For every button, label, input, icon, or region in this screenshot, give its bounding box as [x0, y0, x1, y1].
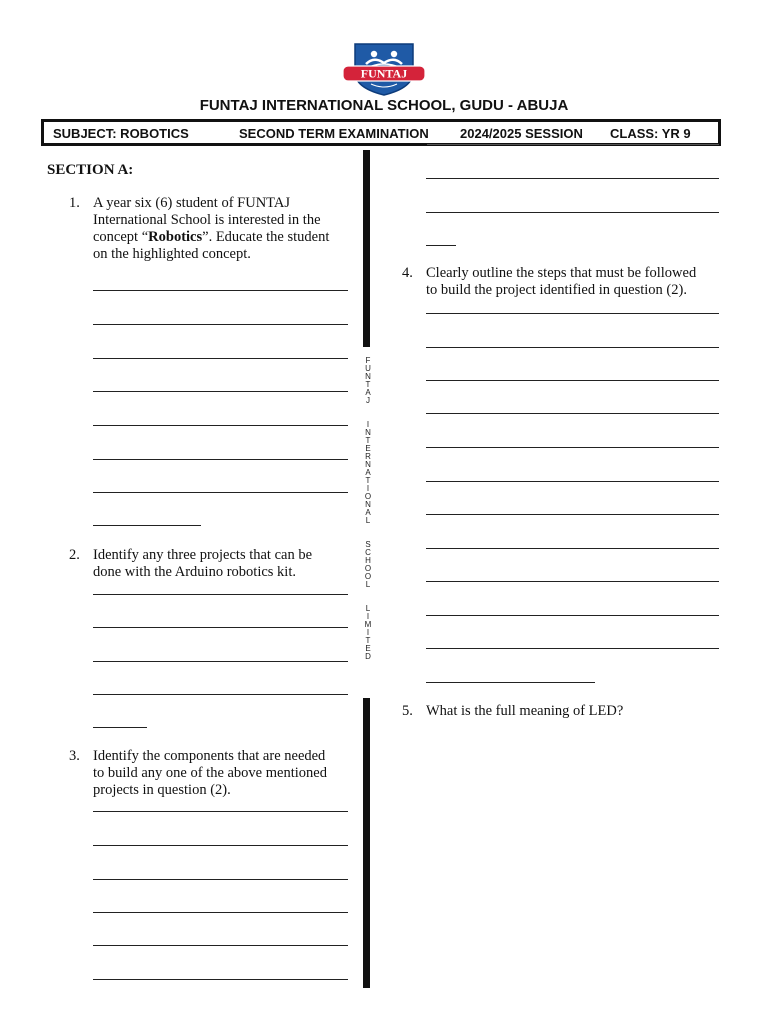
answer-line[interactable] [426, 481, 719, 482]
answer-line[interactable] [426, 447, 719, 448]
exam-label: SECOND TERM EXAMINATION [239, 126, 429, 141]
answer-line[interactable] [93, 425, 348, 426]
answer-line[interactable] [426, 514, 719, 515]
answer-line[interactable] [93, 324, 348, 325]
question-3-text: Identify the components that are needed to build any one of the above mentioned projects in question (2). [93, 748, 327, 798]
answer-line[interactable] [426, 245, 456, 246]
answer-line[interactable] [93, 979, 348, 980]
answer-line[interactable] [426, 581, 719, 582]
column-divider [363, 698, 370, 988]
question-2-text: Identify any three projects that can be done with the Arduino robotics kit. [93, 547, 313, 580]
class-label: CLASS: YR 9 [610, 126, 691, 141]
answer-line[interactable] [426, 615, 719, 616]
session-label: 2024/2025 SESSION [460, 126, 583, 141]
answer-line[interactable] [93, 594, 348, 595]
question-number: 2. [69, 547, 80, 563]
answer-line[interactable] [426, 682, 595, 683]
answer-line[interactable] [93, 694, 348, 695]
answer-line[interactable] [93, 525, 201, 526]
logo-text: FUNTAJ [360, 66, 408, 81]
answer-line[interactable] [426, 548, 719, 549]
answer-line [427, 144, 719, 145]
answer-line[interactable] [93, 945, 348, 946]
answer-line[interactable] [426, 212, 719, 213]
answer-line[interactable] [93, 627, 348, 628]
section-title: SECTION A: [47, 162, 134, 178]
exam-info-box [41, 119, 721, 146]
vertical-watermark: F U N T A J I N T E R N A T I O N A L S C H O O L L I M I T E D [364, 356, 372, 661]
answer-line[interactable] [93, 879, 348, 880]
question-5-text: What is the full meaning of LED? [426, 703, 624, 719]
answer-line[interactable] [426, 178, 719, 179]
answer-line[interactable] [93, 811, 348, 812]
answer-line[interactable] [93, 290, 348, 291]
question-number: 4. [402, 265, 413, 281]
question-number: 3. [69, 748, 80, 764]
answer-line[interactable] [426, 313, 719, 314]
answer-line[interactable] [93, 459, 348, 460]
answer-line[interactable] [93, 391, 348, 392]
answer-line[interactable] [93, 492, 348, 493]
school-name: FUNTAJ INTERNATIONAL SCHOOL, GUDU - ABUJA [199, 97, 569, 114]
answer-line[interactable] [426, 380, 719, 381]
question-number: 1. [69, 195, 80, 211]
answer-line[interactable] [93, 358, 348, 359]
school-logo [341, 42, 427, 96]
answer-line[interactable] [93, 912, 348, 913]
answer-line[interactable] [93, 661, 348, 662]
question-number: 5. [402, 703, 413, 719]
answer-line[interactable] [93, 727, 147, 728]
question-4-text: Clearly outline the steps that must be followed to build the project identified in question (2). [426, 265, 697, 298]
column-divider [363, 150, 370, 347]
answer-line[interactable] [426, 347, 719, 348]
answer-line[interactable] [426, 413, 719, 414]
subject-label: SUBJECT: ROBOTICS [53, 126, 189, 141]
question-1-text: A year six (6) student of FUNTAJ International School is interested in the concept “Robotics”. Educate the student on the highlighted concept. [93, 195, 330, 262]
answer-line[interactable] [426, 648, 719, 649]
answer-line[interactable] [93, 845, 348, 846]
